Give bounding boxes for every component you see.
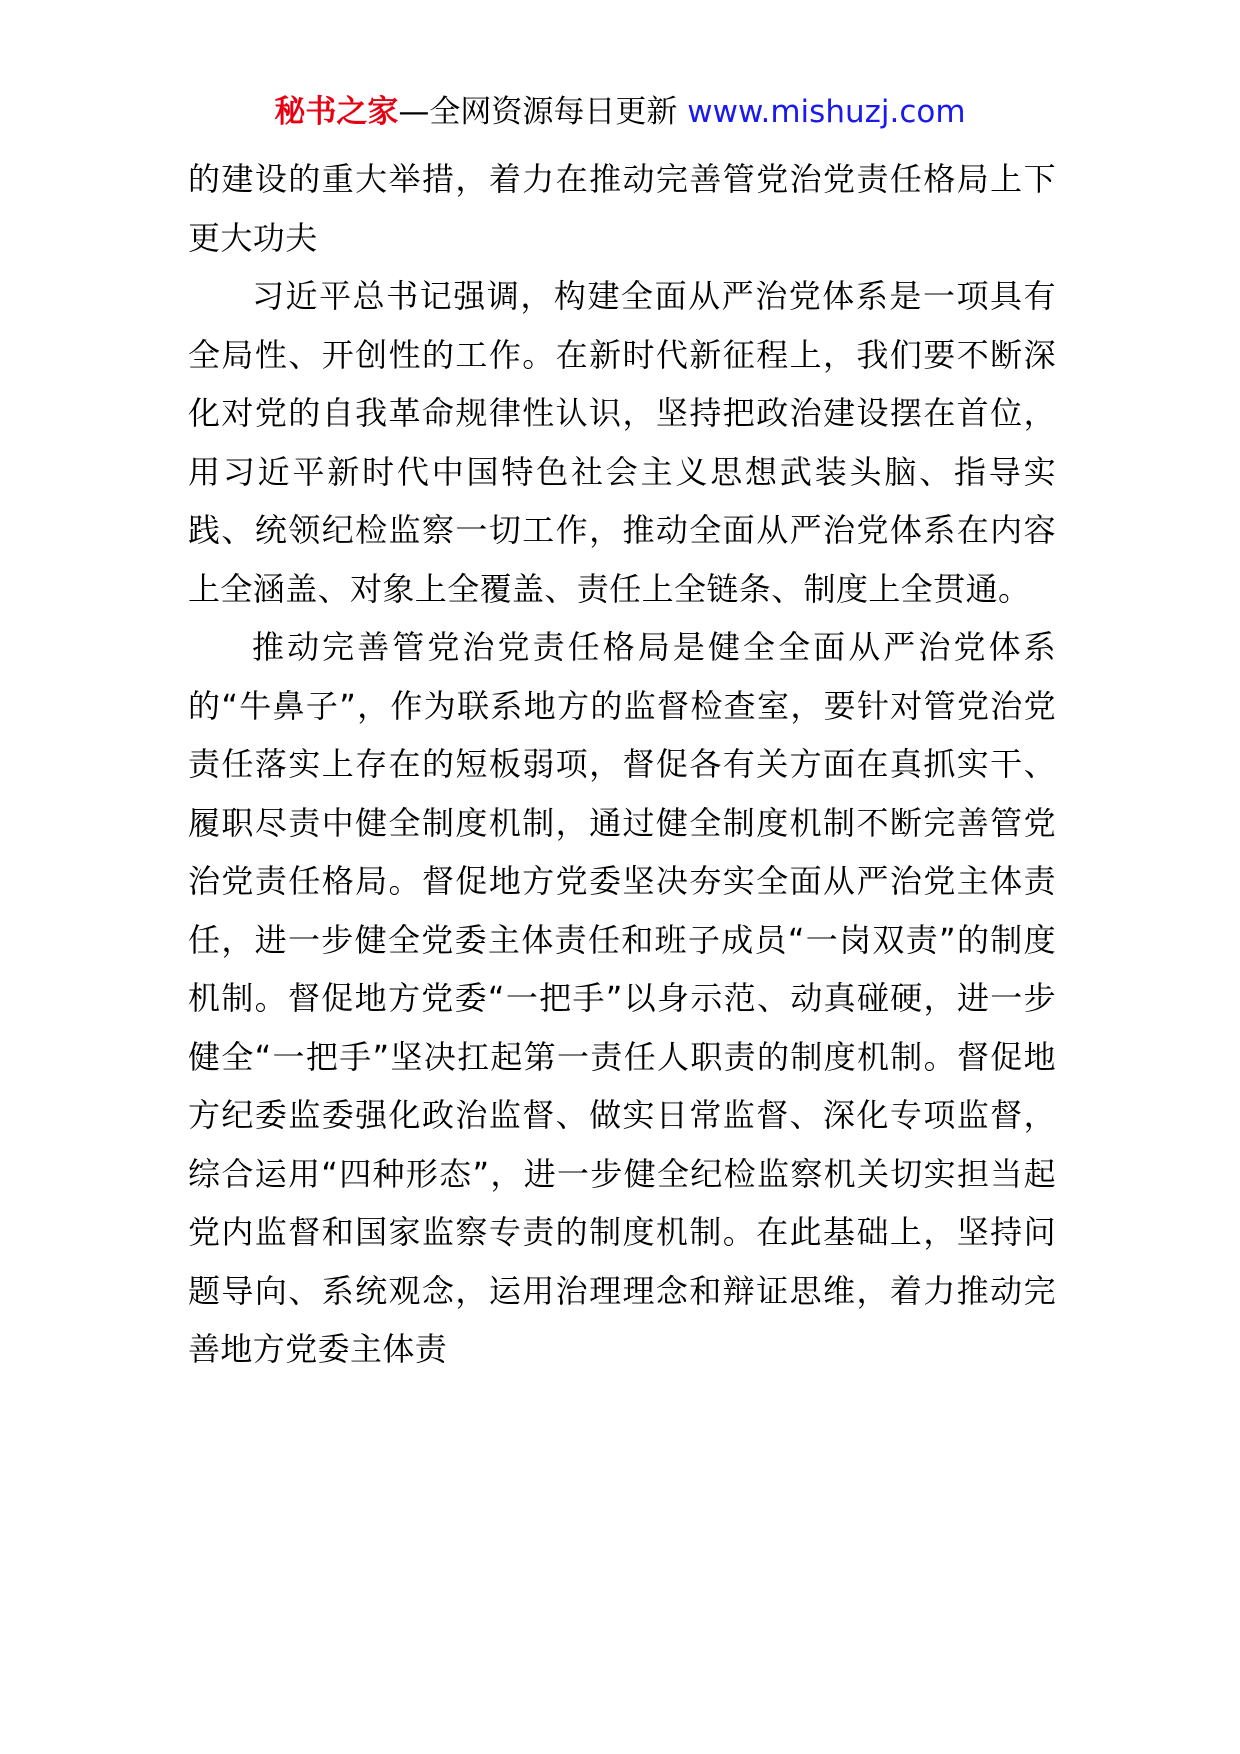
document-body — [188, 150, 1056, 1379]
heading-continuation: 的建设的重大举措，着力在推动完善管党治党责任格局上下更大功夫 — [188, 160, 1056, 257]
paragraph-2: 推动完善管党治党责任格局是健全全面从严治党体系的“牛鼻子”，作为联系地方的监督检查室，要针对管党治党责任落实上存在的短板弱项，督促各有关方面在真抓实干、履职尽责中健全制度机制，通过健全制度机制不断完善管党治党责任格局。督促地方党委坚决夯实全面从严治党主体责任，进一步健全党委主体责任和班子成员“一岗双责”的制度机制。督促地方党委“一把手”以身示范、动真碰硬，进一步健全“一把手”坚决扛起第一责任人职责的制度机制。督促地方纪委监委强化政治监督、做实日常监督、深化专项监督，综合运用“四种形态”，进一步健全纪检监察机关切实担当起党内监督和国家监察专责的制度机制。在此基础上，坚持问题导向、系统观念，运用治理理念和辩证思维，着力推动完善地方党委主体责 — [188, 628, 1056, 1368]
site-tagline: —全网资源每日更新 — [398, 94, 678, 130]
site-brand: 秘书之家 — [274, 94, 399, 130]
site-header — [0, 92, 1240, 132]
paragraph-1: 习近平总书记强调，构建全面从严治党体系是一项具有全局性、开创性的工作。在新时代新征程上，我们要不断深化对党的自我革命规律性认识，坚持把政治建设摆在首位，用习近平新时代中国特色社会主义思想武装头脑、指导实践、统领纪检监察一切工作，推动全面从严治党体系在内容上全涵盖、对象上全覆盖、责任上全链条、制度上全贯通。 — [188, 277, 1056, 608]
site-url-link[interactable]: www.mishuzj.com — [687, 94, 966, 130]
